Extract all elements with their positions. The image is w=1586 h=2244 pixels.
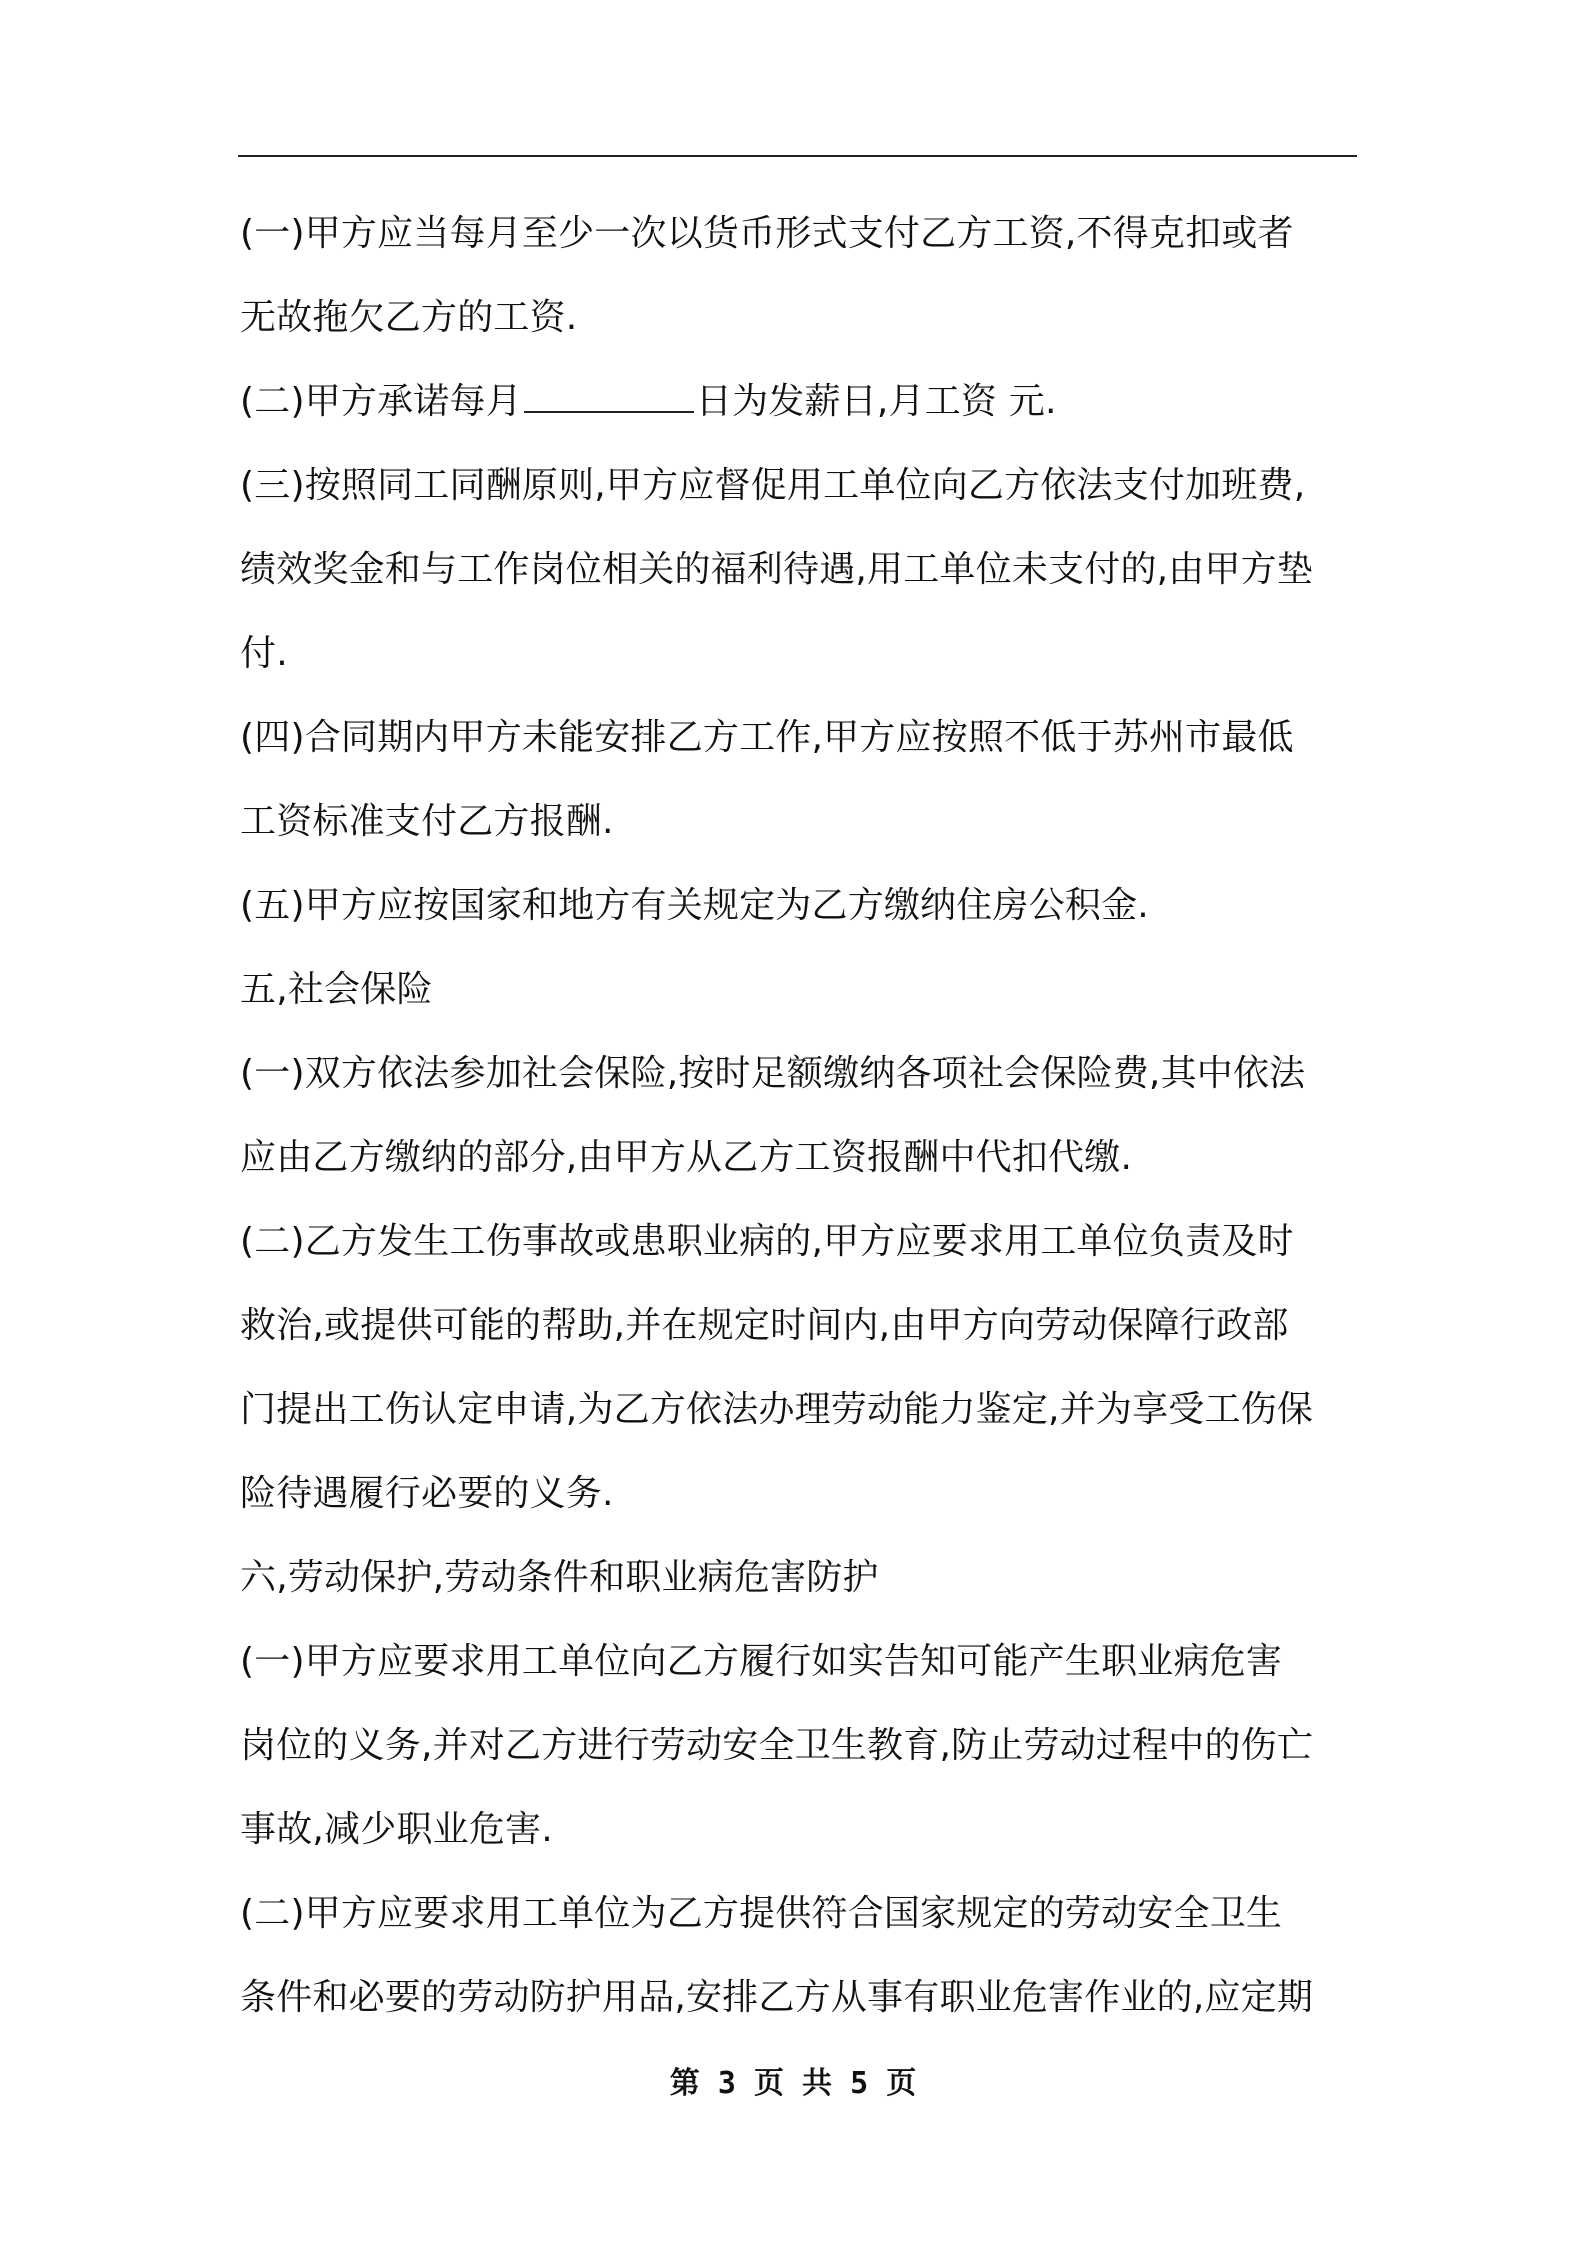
- paragraph-line: (一)甲方应要求用工单位向乙方履行如实告知可能产生职业病危害: [240, 1641, 1283, 1682]
- page-number-footer: 第 3 页 共 5 页: [669, 2066, 917, 2101]
- paragraph-line: (一)双方依法参加社会保险,按时足额缴纳各项社会保险费,其中依法: [240, 1053, 1306, 1094]
- paragraph-line: 条件和必要的劳动防护用品,安排乙方从事有职业危害作业的,应定期: [240, 1977, 1314, 2018]
- document-body: [240, 197, 1360, 2045]
- paragraph-line: (一)甲方应当每月至少一次以货币形式支付乙方工资,不得克扣或者: [240, 213, 1294, 254]
- payday-blank: [524, 381, 694, 413]
- paragraph-line: (三)按照同工同酬原则,甲方应督促用工单位向乙方依法支付加班费,: [240, 465, 1306, 506]
- paragraph-line: 救治,或提供可能的帮助,并在规定时间内,由甲方向劳动保障行政部: [240, 1305, 1289, 1346]
- paragraph-line: 险待遇履行必要的义务.: [240, 1473, 614, 1514]
- payday-text-after: 日为发薪日,月工资 元.: [695, 381, 1057, 422]
- header-rule: [238, 155, 1357, 157]
- section-heading: 六,劳动保护,劳动条件和职业病危害防护: [240, 1557, 879, 1598]
- payday-text-before: (二)甲方承诺每月: [240, 381, 522, 422]
- paragraph-line: 门提出工伤认定申请,为乙方依法办理劳动能力鉴定,并为享受工伤保: [240, 1389, 1314, 1430]
- paragraph-line: 事故,减少职业危害.: [240, 1809, 553, 1850]
- paragraph-line: 工资标准支付乙方报酬.: [240, 801, 614, 842]
- paragraph-line: 无故拖欠乙方的工资.: [240, 297, 578, 338]
- paragraph-line: 岗位的义务,并对乙方进行劳动安全卫生教育,防止劳动过程中的伤亡: [240, 1725, 1314, 1766]
- paragraph-line: (四)合同期内甲方未能安排乙方工作,甲方应按照不低于苏州市最低: [240, 717, 1294, 758]
- paragraph-line: 应由乙方缴纳的部分,由甲方从乙方工资报酬中代扣代缴.: [240, 1137, 1133, 1178]
- paragraph-line: (二)乙方发生工伤事故或患职业病的,甲方应要求用工单位负责及时: [240, 1221, 1294, 1262]
- paragraph-line: (二)甲方应要求用工单位为乙方提供符合国家规定的劳动安全卫生: [240, 1893, 1283, 1934]
- paragraph-line-payday: [240, 365, 1360, 449]
- paragraph-line: 付.: [240, 633, 288, 674]
- paragraph-line: 绩效奖金和与工作岗位相关的福利待遇,用工单位未支付的,由甲方垫: [240, 549, 1314, 590]
- paragraph-line: (五)甲方应按国家和地方有关规定为乙方缴纳住房公积金.: [240, 885, 1149, 926]
- section-heading: 五,社会保险: [240, 969, 433, 1010]
